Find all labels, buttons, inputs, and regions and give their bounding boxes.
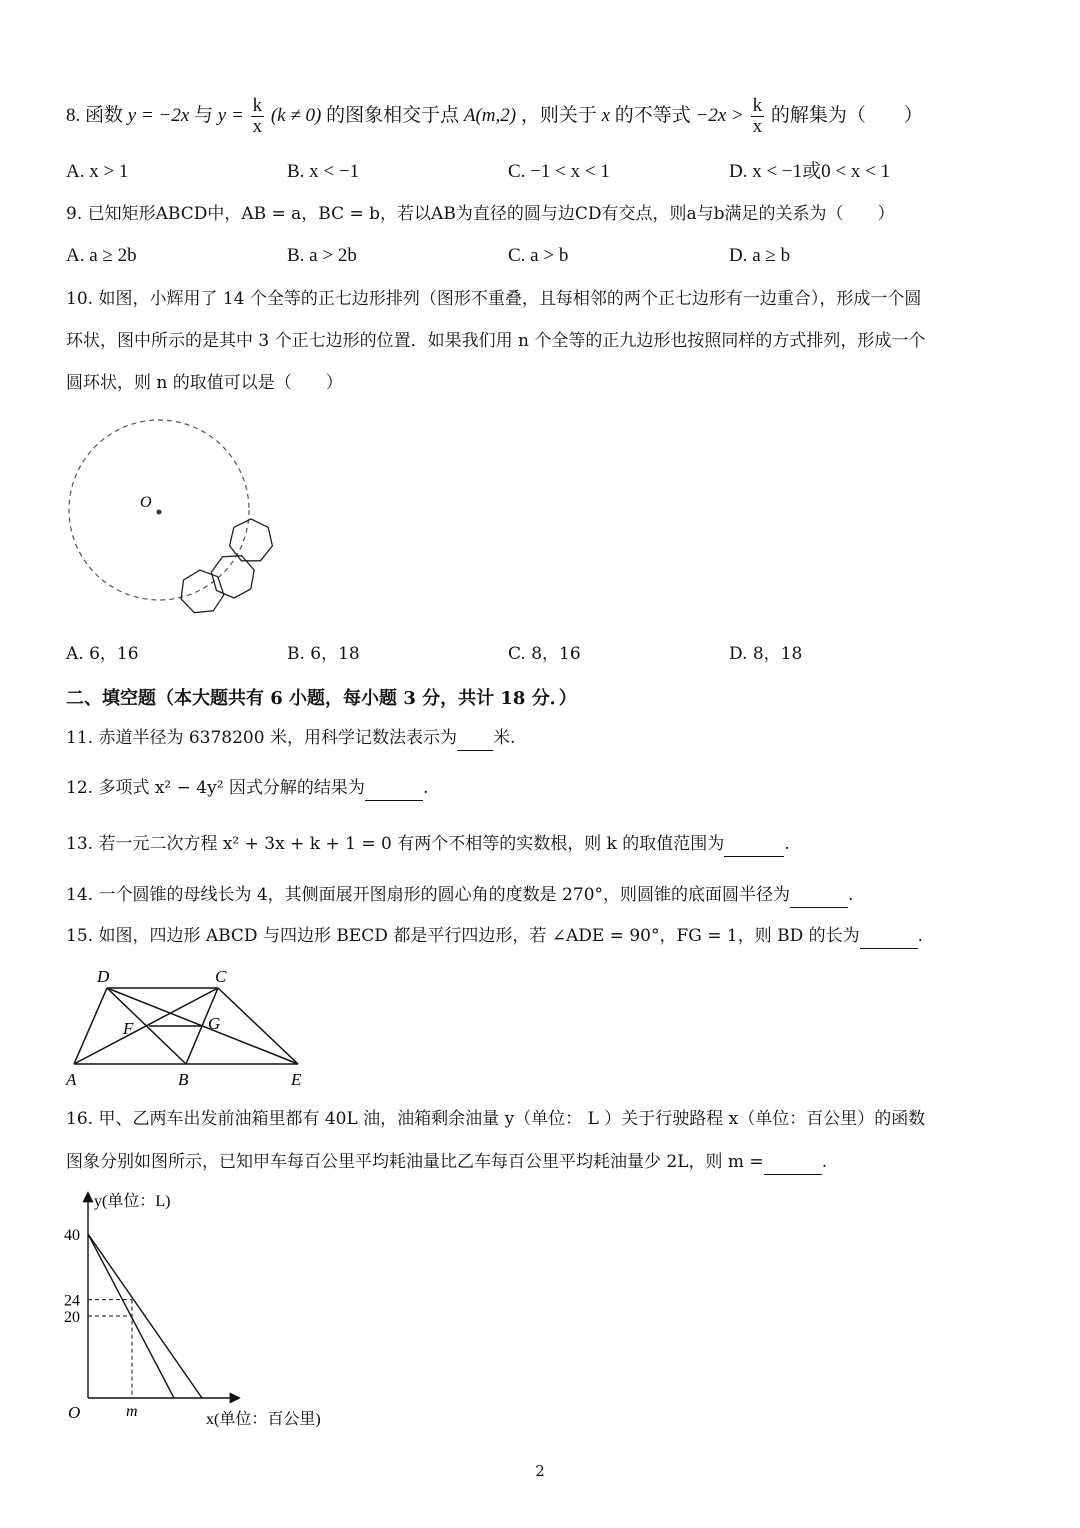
- q16-tail: .: [821, 1152, 828, 1172]
- heptagons: [181, 519, 272, 613]
- q12: [66, 776, 428, 801]
- q8-ineq: −2x >: [695, 104, 744, 126]
- q15-text: 15. 如图，四边形 ABCD 与四边形 BECD 都是平行四边形，若 ∠ADE = 90°，FG = 1，则 BD 的长为: [66, 926, 860, 946]
- q8-fraction-2: [751, 96, 765, 137]
- frac-num: k: [252, 95, 263, 116]
- q11-text: 11. 赤道半径为 6378200 米，用科学记数法表示为: [66, 728, 457, 748]
- q8-eq2: y =: [217, 104, 244, 126]
- q15-blank[interactable]: [860, 924, 918, 949]
- label-D: D: [97, 967, 110, 986]
- q8-var: x: [601, 104, 611, 126]
- q10-option-d: D. 8，18: [729, 644, 803, 664]
- q16-blank[interactable]: [764, 1150, 822, 1175]
- label-E: E: [291, 1070, 302, 1089]
- q8-text: ，则关于: [520, 104, 597, 126]
- heptagon-1: [230, 519, 273, 561]
- label-F: F: [123, 1019, 134, 1038]
- fuel-chart: [56, 1186, 376, 1436]
- q12-text: 12. 多项式 x² − 4y² 因式分解的结果为: [66, 778, 365, 798]
- frac-den: x: [252, 116, 263, 137]
- q8-text: 的图象相交于点: [326, 104, 460, 126]
- frac-den: x: [752, 116, 763, 137]
- q14: [66, 883, 853, 908]
- q10-option-b: B. 6，18: [287, 644, 360, 664]
- label-B: B: [178, 1070, 189, 1089]
- q8-eq1: y = −2x: [127, 104, 190, 126]
- q11-tail: 米.: [492, 728, 516, 748]
- q16-text: 图象分别如图所示，已知甲车每百公里平均耗油量比乙车每百公里平均耗油量少 2L，则 m =: [66, 1152, 764, 1172]
- center-label: O: [140, 494, 152, 511]
- page-number: 2: [535, 1462, 545, 1480]
- q16-line2: [66, 1150, 827, 1175]
- q15: [66, 924, 923, 949]
- q13-tail: .: [784, 834, 790, 854]
- q8-text: 函数: [85, 104, 124, 126]
- q9-option-d: D. a ≥ b: [729, 245, 791, 266]
- q13: [66, 832, 790, 857]
- q16-line1: 16. 甲、乙两车出发前油箱里都有 40L 油，油箱剩余油量 y（单位： L ）关于行驶路程 x（单位：百公里）的函数: [66, 1109, 926, 1129]
- q10-line3: 圆环状，则 n 的取值可以是（ ）: [66, 373, 343, 393]
- q8-number: 8.: [66, 104, 81, 126]
- y-axis-label: y(单位：L): [94, 1193, 171, 1210]
- q8-text: 的不等式: [614, 104, 691, 126]
- q9-text: 9. 已知矩形ABCD中，AB = a，BC = b，若以AB为直径的圆与边CD有交点，则a与b满足的关系为（ ）: [66, 204, 895, 224]
- line-CE: [218, 988, 298, 1064]
- y-tick-40: 40: [64, 1227, 80, 1244]
- q8-cond: (k ≠ 0): [270, 104, 322, 126]
- parallelogram-figure: [60, 962, 320, 1092]
- center-dot: [157, 510, 162, 515]
- q14-blank[interactable]: [790, 883, 848, 908]
- q9-option-b: B. a > 2b: [287, 245, 357, 266]
- q8-option-a: A. x > 1: [66, 161, 129, 182]
- q12-blank[interactable]: [365, 776, 423, 801]
- q8-line: [66, 96, 923, 137]
- section-heading: 二、填空题（本大题共有 6 小题，每小题 3 分，共计 18 分．）: [66, 688, 577, 709]
- label-G: G: [208, 1014, 221, 1033]
- q8-option-d: D. x < −1或0 < x < 1: [729, 161, 891, 182]
- q13-blank[interactable]: [724, 832, 784, 857]
- q14-tail: .: [848, 885, 854, 905]
- q12-tail: .: [422, 778, 429, 798]
- heptagon-ring-figure: [60, 410, 290, 630]
- q10-option-a: A. 6，16: [66, 644, 139, 664]
- x-axis-label: x(单位：百公里): [206, 1411, 321, 1428]
- label-C: C: [215, 967, 227, 986]
- q8-fraction: [251, 96, 265, 137]
- q8-point: A(m,2): [463, 104, 517, 126]
- line-AD: [74, 988, 107, 1064]
- q10-line2: 环状，图中所示的是其中 3 个正七边形的位置．如果我们用 n 个全等的正九边形也按照同样的方式排列，形成一个: [66, 331, 926, 351]
- origin-label: O: [68, 1403, 81, 1422]
- series-line-steep: [88, 1234, 174, 1398]
- q8-text: 与: [194, 104, 214, 126]
- q9-option-a: A. a ≥ 2b: [66, 245, 137, 266]
- q13-text: 13. 若一元二次方程 x² + 3x + k + 1 = 0 有两个不相等的实数根，则 k 的取值范围为: [66, 834, 725, 854]
- q8-option-c: C. −1 < x < 1: [508, 161, 610, 182]
- q14-text: 14. 一个圆锥的母线长为 4，其侧面展开图扇形的圆心角的度数是 270°，则圆锥的底面圆半径为: [66, 885, 791, 905]
- q10-line1: 10. 如图，小辉用了 14 个全等的正七边形排列（图形不重叠，且每相邻的两个正七边形有一边重合），形成一个圆: [66, 289, 922, 309]
- y-tick-24: 24: [64, 1292, 80, 1310]
- q15-tail: .: [917, 926, 924, 946]
- q11: [66, 726, 515, 751]
- y-tick-20: 20: [64, 1309, 80, 1326]
- label-A: A: [66, 1070, 77, 1089]
- q10-option-c: C. 8，16: [508, 644, 581, 664]
- q8-option-b: B. x < −1: [287, 161, 360, 182]
- q8-text: 的解集为（ ）: [770, 104, 923, 126]
- q11-blank[interactable]: [457, 726, 493, 751]
- frac-num: k: [752, 95, 763, 116]
- q9-option-c: C. a > b: [508, 245, 569, 266]
- x-tick-m: m: [126, 1403, 138, 1420]
